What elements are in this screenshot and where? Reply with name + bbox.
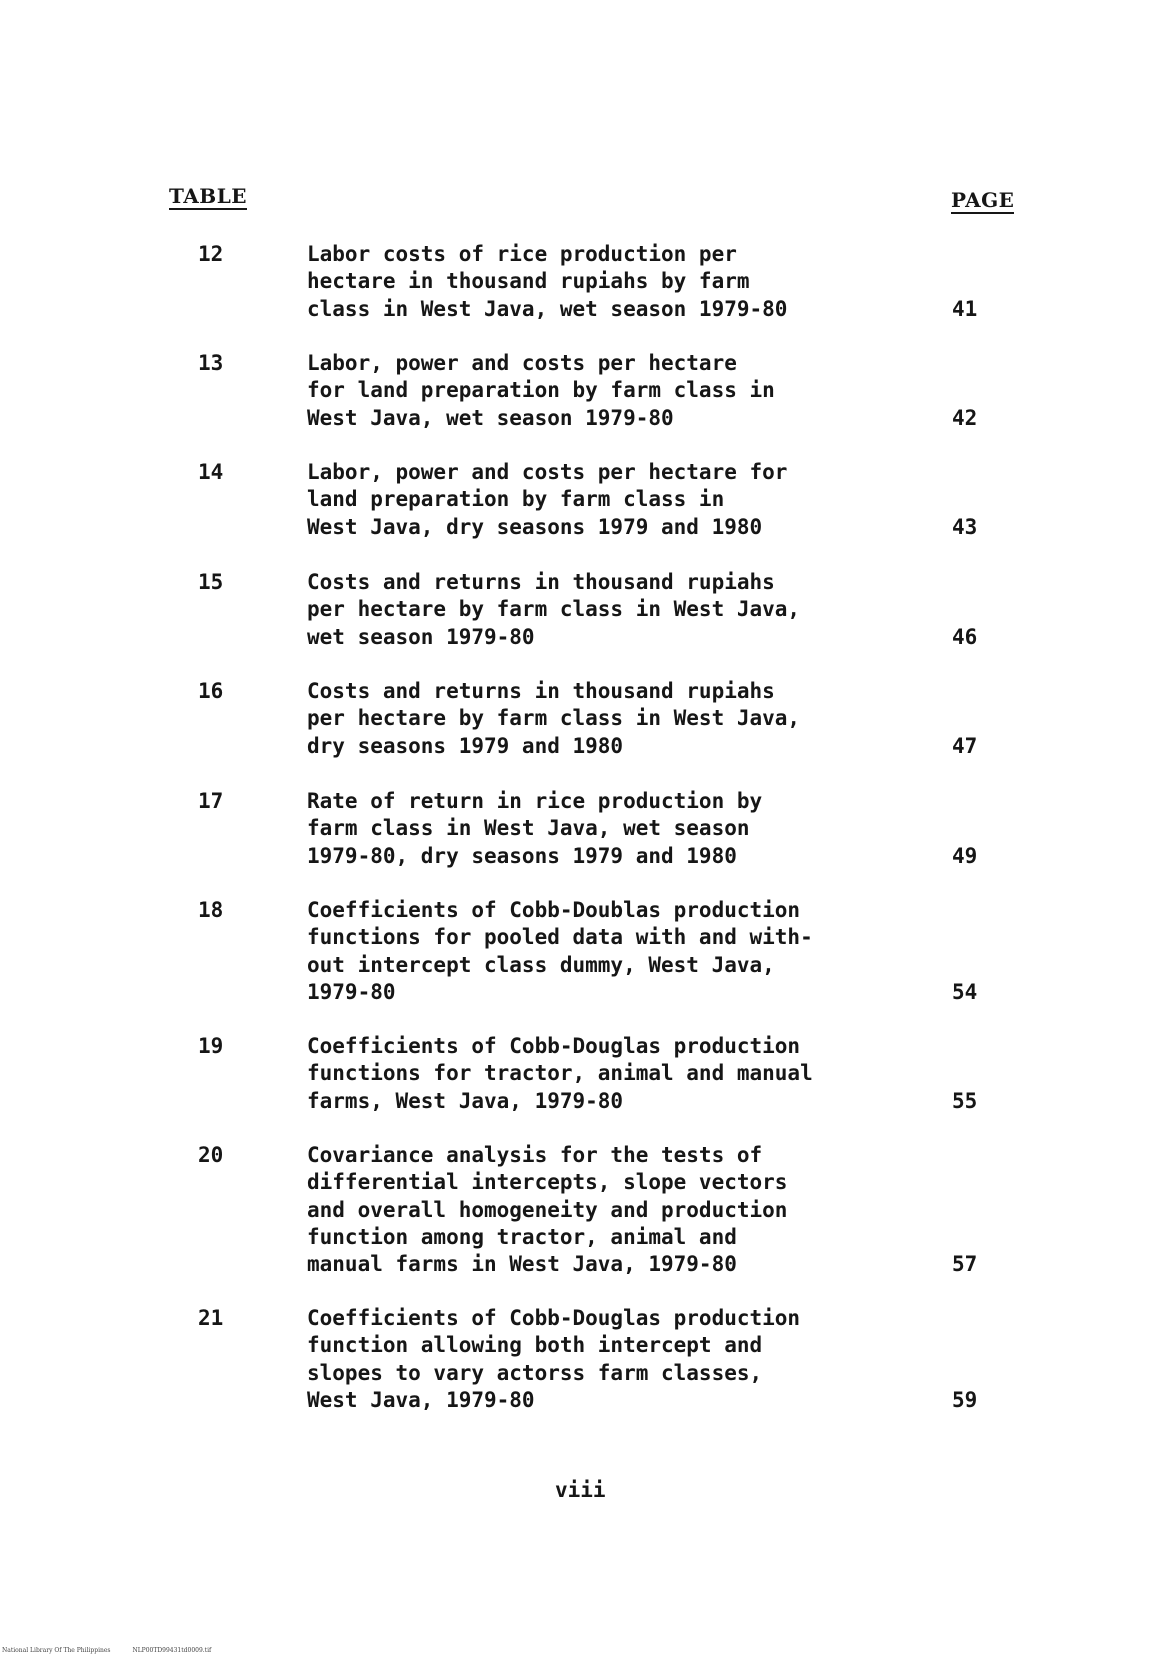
page-number: 49	[952, 843, 978, 868]
table-number: 15	[198, 570, 224, 594]
page-number: 55	[952, 1088, 978, 1113]
table-title: Costs and returns in thousand rupiahs per hectare by farm class in West Java, dry seasons 1979 and 1980	[307, 679, 801, 758]
scan-library-label: National Library Of The Philippines	[2, 1647, 111, 1654]
table-title: Labor, power and costs per hectare for land preparation by farm class in West Java, wet season 1979-80	[307, 351, 775, 430]
page-number: 54	[952, 979, 978, 1004]
page-number: 59	[952, 1387, 978, 1412]
table-number: 13	[198, 351, 224, 375]
table-number: 17	[198, 789, 224, 813]
table-number: 18	[198, 898, 224, 922]
table-number: 14	[198, 460, 224, 484]
scan-footer	[2, 1647, 211, 1654]
table-number: 20	[198, 1143, 224, 1167]
page-number: 41	[952, 296, 978, 321]
table-title: Labor costs of rice production per hectare in thousand rupiahs by farm class in West Java, wet season 1979-80	[307, 242, 788, 321]
page-number: 57	[952, 1252, 978, 1277]
page-folio: viii	[555, 1478, 606, 1502]
table-number: 21	[198, 1306, 224, 1330]
table-title: Coefficients of Cobb-Doublas production functions for pooled data with and with- out intercept class dummy, West Java, 1979-80	[307, 898, 813, 1004]
table-column-header: TABLE	[169, 184, 248, 208]
table-title: Coefficients of Cobb-Douglas production functions for tractor, animal and manual farms, West Java, 1979-80	[307, 1034, 813, 1113]
table-title: Rate of return in rice production by farm class in West Java, wet season 1979-80, dry seasons 1979 and 1980	[307, 789, 763, 868]
table-number: 19	[198, 1034, 224, 1058]
table-title: Covariance analysis for the tests of differential intercepts, slope vectors and overall homogeneity and production function among tractor, animal and manual farms in West Java, 1979-80	[307, 1143, 788, 1277]
page-number: 43	[952, 514, 978, 539]
table-number: 16	[198, 679, 224, 703]
page-number: 47	[952, 733, 978, 758]
table-title: Coefficients of Cobb-Douglas production function allowing both intercept and slopes to vary actorss farm classes, West Java, 1979-80	[307, 1306, 801, 1412]
page-number: 42	[952, 405, 978, 430]
scan-filename-label: NLP00TD99431td0009.tif	[132, 1647, 212, 1654]
table-title: Costs and returns in thousand rupiahs per hectare by farm class in West Java, wet season 1979-80	[307, 570, 801, 649]
table-title: Labor, power and costs per hectare for land preparation by farm class in West Java, dry seasons 1979 and 1980	[307, 460, 788, 539]
page-column-header: PAGE	[951, 188, 1015, 212]
page-number: 46	[952, 624, 978, 649]
table-number: 12	[198, 242, 224, 266]
